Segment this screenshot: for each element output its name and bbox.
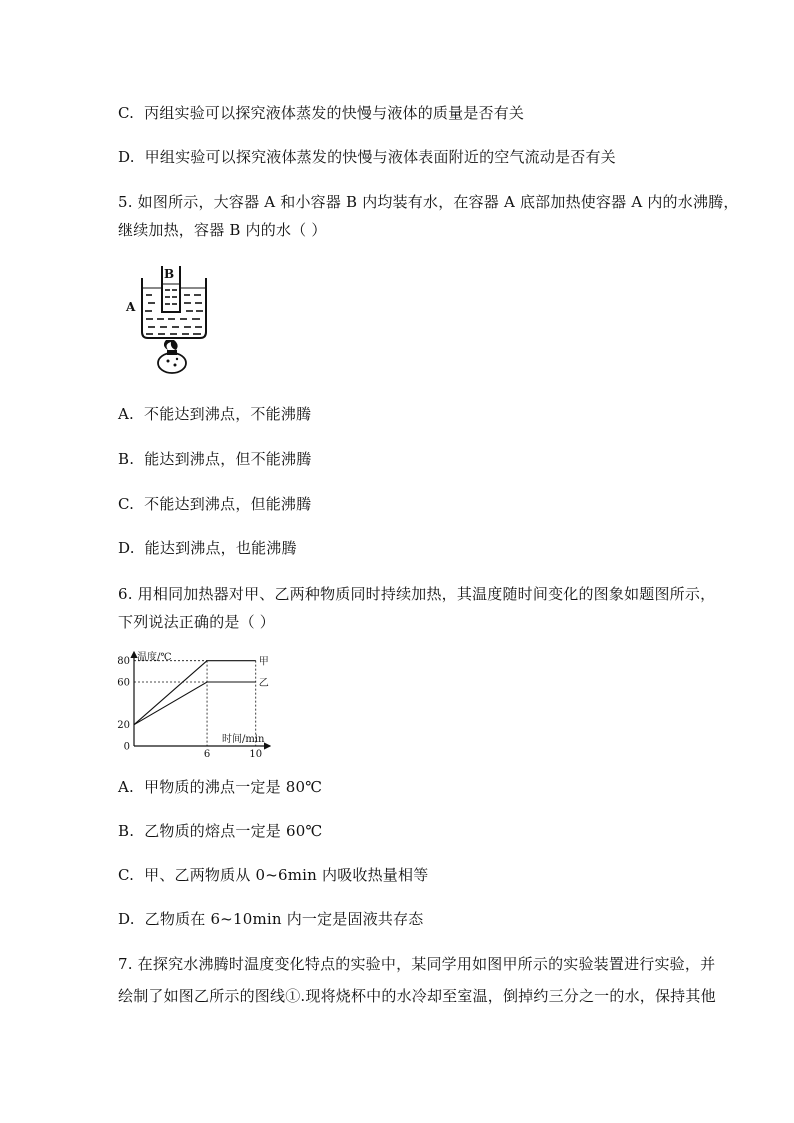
q5-option-c xyxy=(118,493,311,515)
option-text: 乙物质的熔点一定是 60℃ xyxy=(144,822,323,840)
option-text: 甲物质的沸点一定是 80℃ xyxy=(144,778,323,796)
option-letter: D. xyxy=(118,910,135,928)
x-tick-label: 10 xyxy=(249,749,263,760)
series-label: 乙 xyxy=(258,678,269,689)
water-a xyxy=(145,295,203,334)
series-line-yi xyxy=(134,682,256,725)
q6-temperature-chart xyxy=(112,648,276,760)
y-tick-label: 60 xyxy=(117,677,130,689)
q7-stem-line1: 7. 在探究水沸腾时温度变化特点的实验中，某同学用如图甲所示的实验装置进行实验，并 xyxy=(118,955,716,973)
q6-stem-line2: 下列说法正确的是（ ） xyxy=(118,613,275,631)
option-letter: C. xyxy=(118,495,135,513)
alcohol-lamp xyxy=(158,340,186,373)
option-text: 丙组实验可以探究液体蒸发的快慢与液体的质量是否有关 xyxy=(144,104,525,122)
q6-stem-line1: 6. 用相同加热器对甲、乙两种物质同时持续加热，其温度随时间变化的图象如题图所示， xyxy=(118,585,716,603)
option-text: 能达到沸点，也能沸腾 xyxy=(144,539,297,557)
q6-option-c xyxy=(118,864,428,886)
label-a: A xyxy=(126,300,136,314)
q6-option-a xyxy=(118,776,322,798)
q5-option-a xyxy=(118,403,311,425)
q6-option-d xyxy=(118,908,424,930)
option-letter: C. xyxy=(118,866,135,884)
option-letter: A. xyxy=(118,778,135,796)
label-b: B xyxy=(164,267,175,281)
option-letter: D. xyxy=(118,539,135,557)
q7-stem-line2: 绘制了如图乙所示的图线①.现将烧杯中的水冷却至室温，倒掉约三分之一的水，保持其他 xyxy=(118,987,716,1005)
option-letter: B. xyxy=(118,822,135,840)
x-axis-label: 时间/min xyxy=(222,734,265,745)
option-text: 甲、乙两物质从 0~6min 内吸收热量相等 xyxy=(144,866,429,884)
option-text: 能达到沸点，但不能沸腾 xyxy=(144,450,312,468)
x-tick-label: 6 xyxy=(203,749,211,760)
option-letter: D. xyxy=(118,148,135,166)
q4-option-d xyxy=(118,146,616,168)
q5-container-figure xyxy=(124,262,214,374)
option-text: 不能达到沸点，不能沸腾 xyxy=(144,405,312,423)
q5-option-b xyxy=(118,448,311,470)
series-label: 甲 xyxy=(258,656,269,668)
option-letter: A. xyxy=(118,405,135,423)
q5-stem-line2: 继续加热，容器 B 内的水（ ） xyxy=(118,221,327,239)
option-letter: C. xyxy=(118,104,135,122)
option-text: 不能达到沸点，但能沸腾 xyxy=(144,495,312,513)
y-tick-label: 20 xyxy=(117,720,130,732)
q6-option-b xyxy=(118,820,322,842)
water-b xyxy=(165,290,177,304)
y-tick-label: 80 xyxy=(117,656,130,668)
y-axis-label: 温度/℃ xyxy=(137,652,172,663)
option-letter: B. xyxy=(118,450,135,468)
series-line-jia xyxy=(134,661,256,725)
q5-option-d xyxy=(118,537,297,559)
q5-stem-line1: 5. 如图所示，大容器 A 和小容器 B 内均装有水，在容器 A 底部加热使容器 A 内的水沸腾， xyxy=(118,193,739,211)
y-tick-label: 0 xyxy=(123,741,130,753)
option-text: 甲组实验可以探究液体蒸发的快慢与液体表面附近的空气流动是否有关 xyxy=(144,148,616,166)
q4-option-c xyxy=(118,102,524,124)
option-text: 乙物质在 6~10min 内一定是固液共存态 xyxy=(144,910,424,928)
